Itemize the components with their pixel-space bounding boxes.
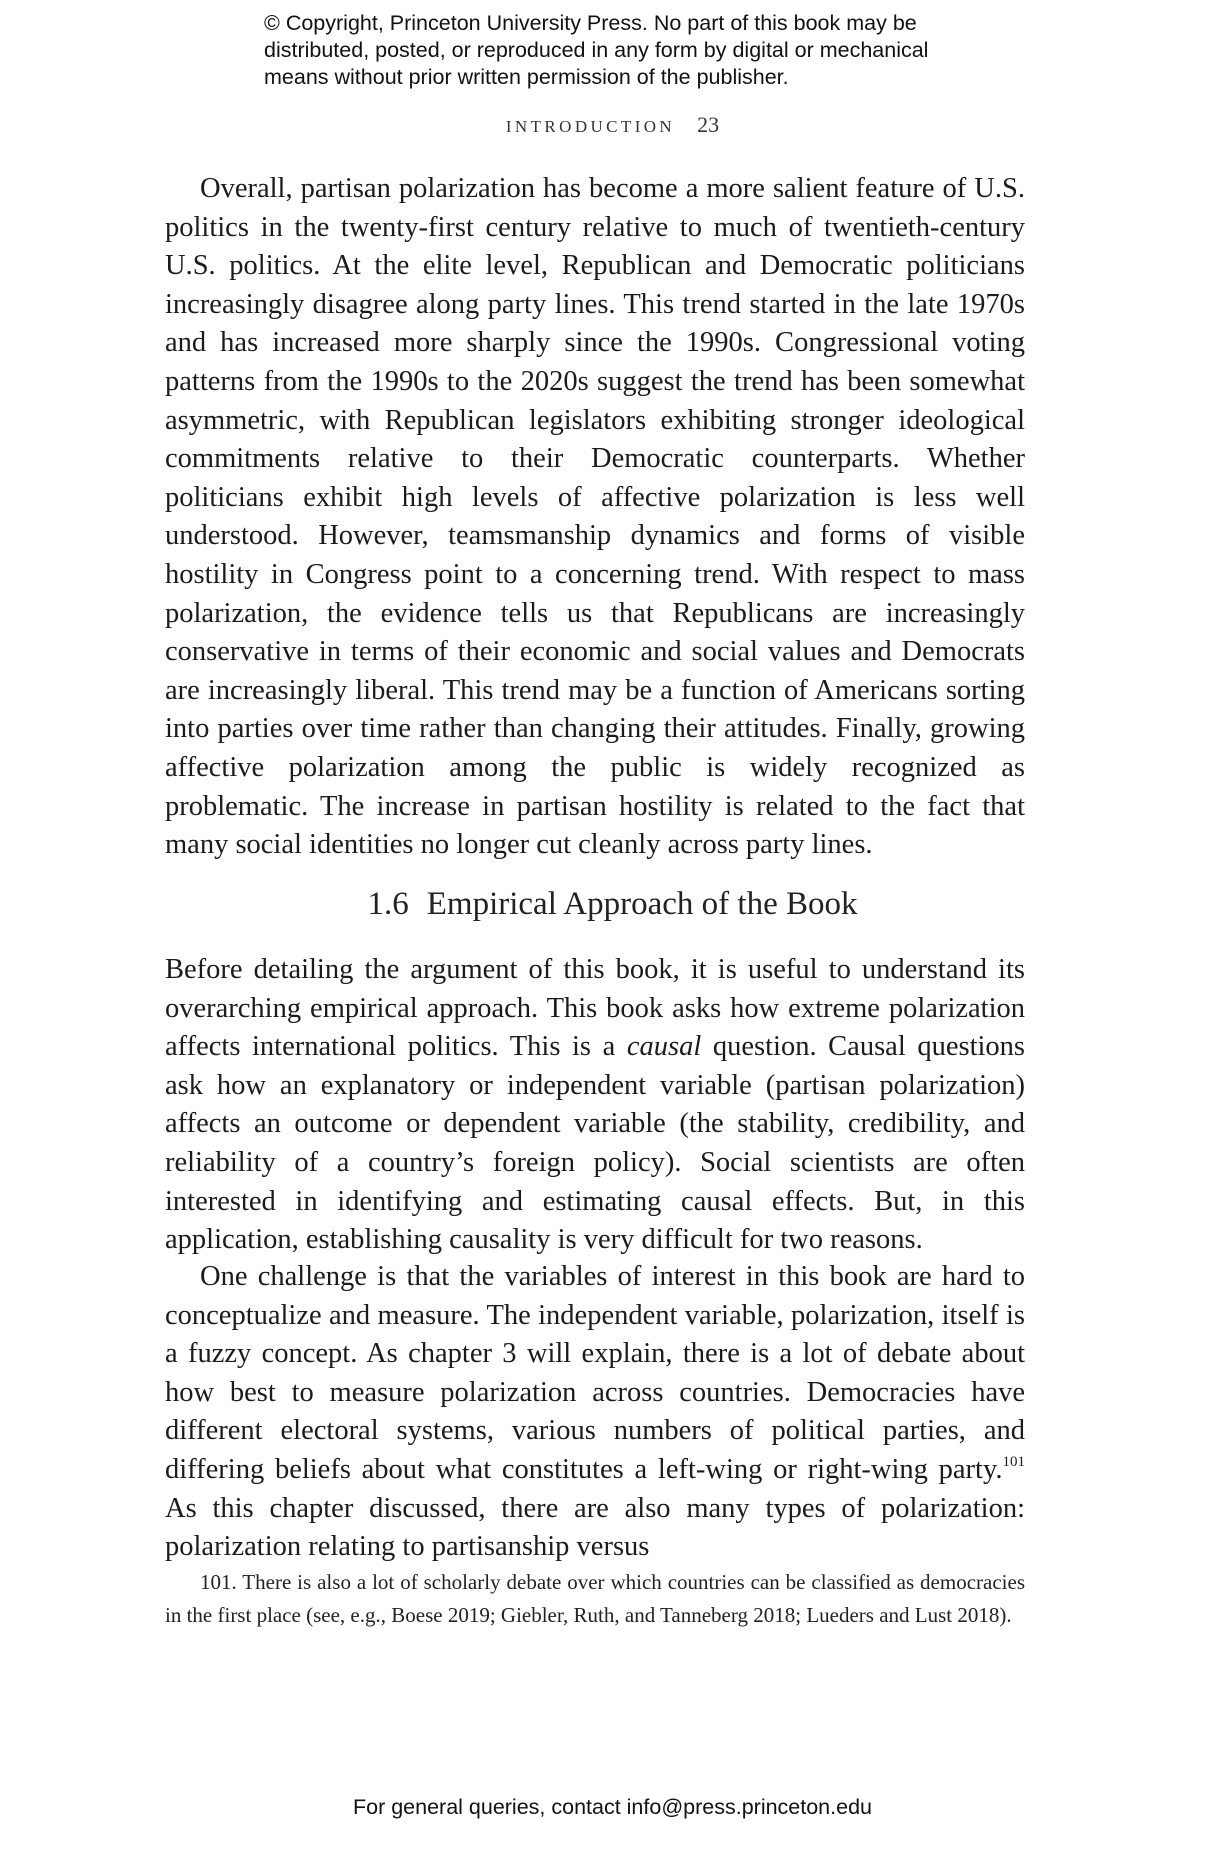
page-number: 23 [697, 112, 720, 137]
paragraph-segment: Before detailing the argument of this book, it is useful to understand its overarching empirical approach. This book asks how extreme polarization affects international politics. This is a [165, 954, 1025, 1063]
copyright-line-1: © Copyright, Princeton University Press. No part of this book may be [264, 11, 917, 35]
page-footer: For general queries, contact info@press.princeton.edu [352, 1795, 872, 1819]
italic-term: causal [626, 1031, 702, 1063]
paragraph-segment: One challenge is that the variables of interest in this book are hard to conceptualize and measure. The independent variable, polarization, itself is a fuzzy concept. As chapter 3 will explain, there is a lot of debate about how best to measure polarization across countries. Democracies have different electoral systems, various numbers of political parties, and differing beliefs about what constitutes a left-wing or right-wing party. [165, 1261, 1025, 1485]
copyright-line-2: distributed, posted, or reproduced in any form by digital or mechanical [264, 38, 929, 62]
footnote-text: There is also a lot of scholarly debate over which countries can be classified as democracies in the first place (see, e.g., Boese 2019; Giebler, Ruth, and Tanneberg 2018; Lueders and Lust 2018). [165, 1570, 1025, 1627]
footnote-number: 101. [200, 1570, 237, 1594]
section-heading [0, 886, 1225, 923]
copyright-line-3: means without prior written permission of the publisher. [264, 65, 789, 89]
paragraph-segment: As this chapter discussed, there are also many types of polarization: polarization relating to partisanship versus [165, 1492, 1025, 1563]
paragraph-text [165, 951, 1025, 1260]
section-number: 1.6 [367, 886, 409, 922]
running-head-section: INTRODUCTION [505, 117, 676, 136]
copyright-notice [264, 10, 984, 91]
running-head [0, 112, 1225, 138]
paragraph-text [165, 1258, 1025, 1567]
paragraph-segment: question. Causal questions ask how an explanatory or independent variable (partisan polarization) affects an outcome or dependent variable (the stability, credibility, and reliability of a country’s foreign policy). Social scientists are often interested in identifying and estimating causal effects. But, in this application, establishing causality is very difficult for two reasons. [165, 1031, 1025, 1256]
section-title: Empirical Approach of the Book [426, 886, 858, 922]
footnote [165, 1566, 1025, 1632]
paragraph-text: Overall, partisan polarization has become a more salient feature of U.S. politics in the twenty-first century relative to much of twentieth-century U.S. politics. At the elite level, Republican and Democratic politicians increasingly disagree along party lines. This trend started in the late 1970s and has increased more sharply since the 1990s. Congressional voting patterns from the 1990s to the 2020s suggest the trend has been somewhat asymmetric, with Republican legislators exhibiting stronger ideological commitments relative to their Democratic counterparts. Whether politicians exhibit high levels of affective polarization is less well understood. However, teamsmanship dynamics and forms of visible hostility in Congress point to a concerning trend. With respect to mass polarization, the evidence tells us that Republicans are increasingly conservative in terms of their economic and social values and Democrats are increasingly liberal. This trend may be a function of Americans sorting into parties over time rather than changing their attitudes. Finally, growing affective polarization among the public is widely recognized as problematic. The increase in partisan hostility is related to the fact that many social identities no longer cut cleanly across party lines. [165, 173, 1025, 861]
footnote-reference[interactable]: 101 [1002, 1453, 1025, 1470]
body-paragraph-2 [165, 951, 1025, 1260]
body-paragraph-1 [165, 170, 1025, 865]
body-paragraph-3 [165, 1258, 1025, 1567]
